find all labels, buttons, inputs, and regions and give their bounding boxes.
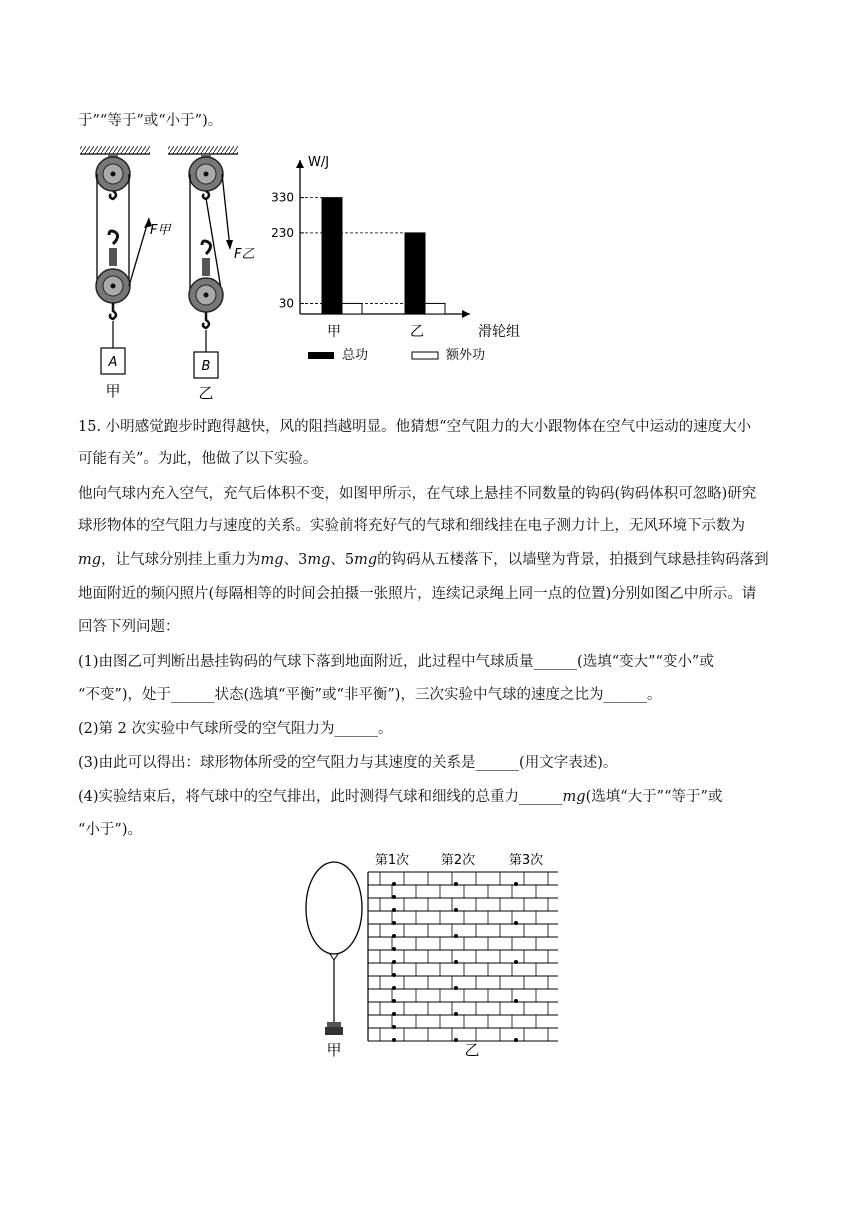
strobe-dot-trial-1 [392, 1025, 396, 1029]
force-label-jia: F甲 [150, 223, 171, 238]
strobe-dot-trial-3 [514, 999, 518, 1003]
caption-yi-balloon: 乙 [464, 1041, 480, 1059]
balloon-figure [300, 846, 560, 1061]
hook-weight [327, 1022, 341, 1027]
strobe-dot-trial-2 [454, 960, 458, 964]
strobe-dot-trial-1 [392, 999, 396, 1003]
strobe-dot-trial-1 [392, 908, 396, 912]
q15-line-2: 可能有关”。为此，他做了以下实验。 [78, 451, 318, 467]
q15-sub4-line-b: “小于”)。 [78, 822, 142, 838]
q15-line-3: 他向气球内充入空气，充气后体积不变，如图甲所示，在气球上悬挂不同数量的钩码(钩码体积可忽略)研究 [78, 486, 757, 502]
strobe-dot-trial-1 [392, 895, 396, 899]
legend-swatch-extra [412, 352, 438, 359]
ceiling-yi [168, 146, 238, 154]
bar-乙-额外功 [425, 303, 445, 314]
trial-2-label: 第2次 [440, 853, 476, 868]
q15-line-5: mg，让气球分别挂上重力为mg、3mg、5mg的钩码从五楼落下，以墙壁为背景，拍摄到气球悬挂钩码落到 [78, 552, 769, 568]
q15-line-7: 回答下列问题： [78, 619, 180, 635]
bar-甲-额外功 [342, 303, 362, 314]
legend-swatch-total [308, 352, 334, 359]
bar-甲-总功 [322, 198, 342, 314]
q15-sub1-line-a: (1)由图乙可判断出悬挂钩码的气球下落到地面附近，此过程中气球质量______(选填“变大”“变小”或 [78, 654, 714, 670]
legend-label-total: 总功 [342, 348, 369, 363]
q15-line-1: 15. 小明感觉跑步时跑得越快，风的阻挡越明显。他猜想“空气阻力的大小跟物体在空气中运动的速度大小 [78, 419, 752, 435]
caption-yi: 乙 [198, 384, 214, 402]
strobe-dot-trial-1 [392, 934, 396, 938]
strobe-dot-trial-1 [392, 882, 396, 886]
strobe-dot-trial-2 [454, 1038, 458, 1042]
strobe-dot-trial-1 [392, 960, 396, 964]
q15-sub2: (2)第 2 次实验中气球所受的空气阻力为______。 [78, 721, 393, 737]
strobe-dot-trial-3 [514, 1038, 518, 1042]
category-label-甲: 甲 [327, 324, 341, 340]
x-axis-label: 滑轮组 [478, 324, 520, 340]
bar-乙-总功 [405, 233, 425, 314]
category-label-乙: 乙 [410, 324, 424, 340]
y-tick-label: 30 [278, 296, 294, 311]
caption-jia: 甲 [105, 382, 121, 400]
strobe-dot-trial-2 [454, 908, 458, 912]
strobe-dot-trial-2 [454, 986, 458, 990]
trial-3-label: 第3次 [508, 853, 544, 868]
work-bar-chart [270, 148, 540, 376]
strobe-dot-trial-3 [514, 882, 518, 886]
y-tick-label: 330 [271, 190, 294, 205]
q15-sub3: (3)由此可以得出：球形物体所受的空气阻力与其速度的关系是______(用文字表述)。 [78, 755, 618, 771]
strobe-dot-trial-1 [392, 1012, 396, 1016]
legend-label-extra: 额外功 [446, 348, 486, 363]
y-tick-label: 230 [271, 225, 294, 240]
caption-jia-balloon: 甲 [326, 1041, 342, 1059]
svg-text:A: A [108, 355, 118, 370]
trial-1-label: 第1次 [374, 853, 410, 868]
strobe-dot-trial-1 [392, 947, 396, 951]
top-text-line: 于”“等于”或“小于”)。 [78, 113, 223, 129]
svg-text:B: B [201, 359, 211, 374]
strobe-dot-trial-3 [514, 921, 518, 925]
strobe-dot-trial-2 [454, 934, 458, 938]
force-label-yi: F乙 [234, 247, 255, 262]
q15-line-4: 球形物体的空气阻力与速度的关系。实验前将充好气的气球和细线挂在电子测力计上，无风环境下示数为 [78, 518, 745, 534]
strobe-dot-trial-2 [454, 1012, 458, 1016]
ceiling-jia [80, 146, 150, 154]
y-axis-label: W/J [308, 155, 330, 170]
q15-line-6: 地面附近的频闪照片(每隔相等的时间会拍摄一张照片，连续记录绳上同一点的位置)分别如图乙中所示。请 [78, 586, 757, 602]
q15-sub4-line-a: (4)实验结束后，将气球中的空气排出，此时测得气球和细线的总重力______mg(选填“大于”“等于”或 [78, 789, 723, 805]
strobe-dot-trial-1 [392, 973, 396, 977]
strobe-dot-trial-1 [392, 921, 396, 925]
strobe-dot-trial-3 [514, 960, 518, 964]
balloon [306, 862, 362, 954]
pulley-figure [70, 140, 270, 402]
q15-sub1-line-b: “不变”)，处于______状态(选填“平衡”或“非平衡”)，三次实验中气球的速度之比为______。 [78, 687, 662, 703]
strobe-dot-trial-1 [392, 986, 396, 990]
strobe-dot-trial-1 [392, 1038, 396, 1042]
strobe-dot-trial-2 [454, 882, 458, 886]
